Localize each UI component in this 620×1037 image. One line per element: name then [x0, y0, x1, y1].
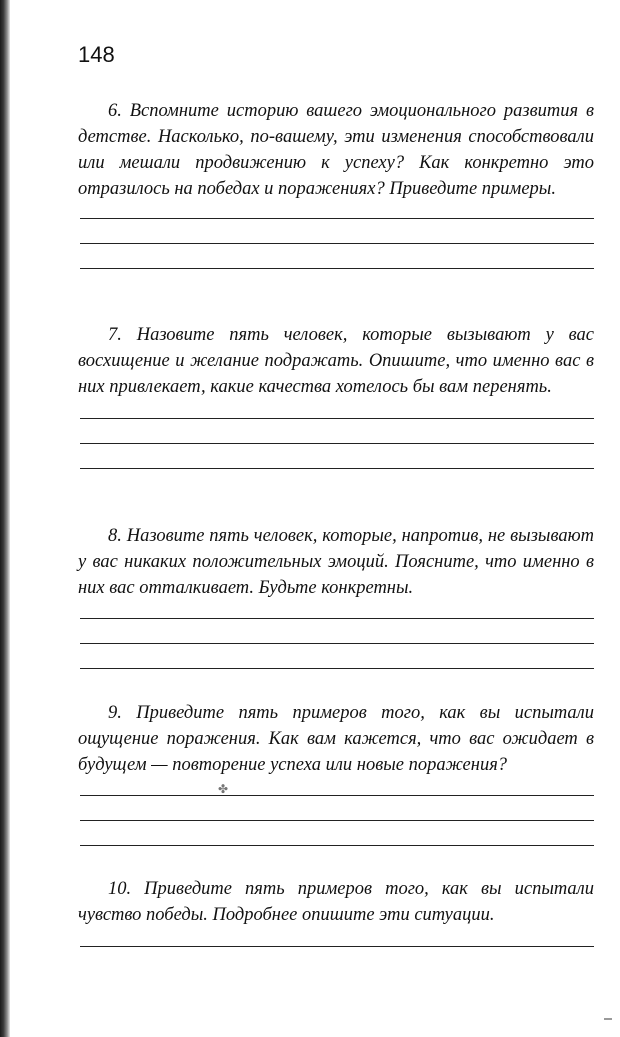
answer-line — [80, 268, 594, 269]
question-8 — [78, 523, 594, 669]
answer-line — [80, 468, 594, 469]
corner-mark — [604, 1018, 612, 1020]
question-7 — [78, 322, 594, 469]
answer-line — [80, 946, 594, 947]
ink-smudge-mark: ✤ — [218, 782, 229, 796]
answer-line — [80, 218, 594, 219]
question-text: 10. Приведите пять примеров того, как вы испытали чувство победы. Подробнее опишите эти ситуации. — [78, 879, 594, 925]
answer-line — [80, 820, 594, 821]
question-text: 8. Назовите пять человек, которые, напротив, не вызывают у вас никаких положительных эмоций. Поясните, что именно в них вас отталкивает. Будьте конкретны. — [78, 526, 594, 598]
answer-line — [80, 845, 594, 846]
answer-line — [80, 618, 594, 619]
answer-line — [80, 795, 594, 796]
question-10 — [78, 876, 594, 947]
answer-line — [80, 243, 594, 244]
question-6 — [78, 98, 594, 269]
answer-line — [80, 418, 594, 419]
answer-line — [80, 443, 594, 444]
question-text: 9. Приведите пять примеров того, как вы испытали ощущение поражения. Как вам кажется, что вас ожидает в будущем — повторение успеха или новые поражения? — [78, 703, 594, 775]
book-spine-shadow — [0, 0, 10, 1037]
question-9 — [78, 700, 594, 846]
question-text: 6. Вспомните историю вашего эмоционального развития в детстве. Насколько, по-вашему, эти изменения способствовали или мешали продвижению к успеху? Как конкретно это отразилось на победах и поражениях? Приведите примеры. — [78, 101, 594, 199]
question-text: 7. Назовите пять человек, которые вызывают у вас восхищение и желание подражать. Опишите, что именно вас в них привлекает, какие качества хотелось бы вам перенять. — [78, 325, 594, 397]
answer-line — [80, 668, 594, 669]
page-number: 148 — [78, 42, 115, 67]
answer-line — [80, 643, 594, 644]
